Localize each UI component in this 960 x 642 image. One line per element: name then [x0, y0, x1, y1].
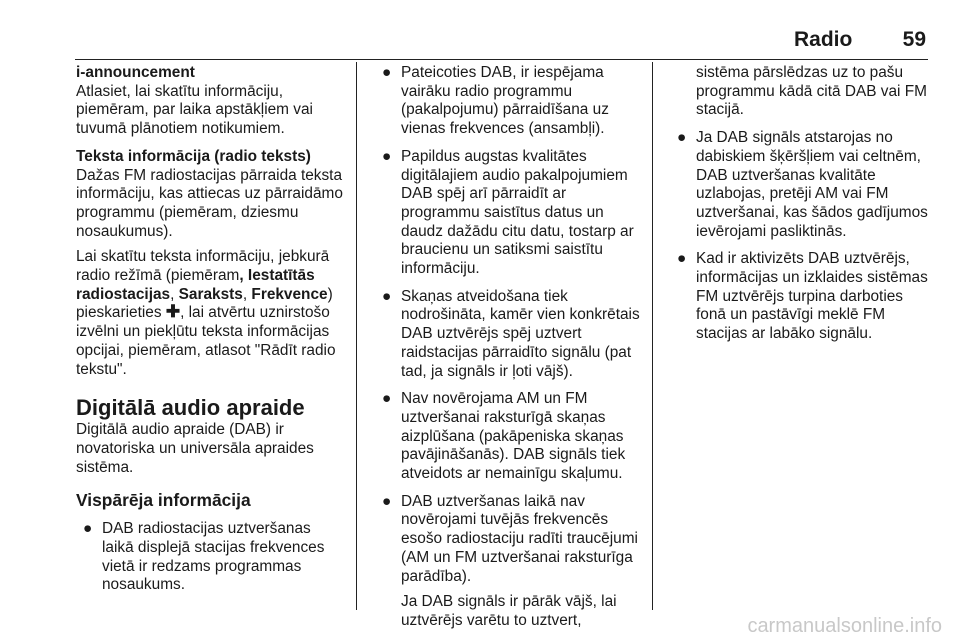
text-run: Lai skatītu teksta informāciju, jebkurā radio režīmā (piemēram — [76, 248, 330, 285]
list-item — [76, 520, 346, 595]
bullet-icon: ● — [382, 390, 392, 408]
bullet-icon: ● — [382, 287, 392, 305]
menu-ref-frequency: Frekvence — [251, 285, 328, 303]
text-run: , — [170, 285, 179, 303]
heading-general-info: Vispārēja informācija — [76, 490, 251, 511]
list-item-text: sistēma pārslēdzas uz to pašu programmu kādā citā DAB vai FM stacijā. — [696, 64, 927, 119]
paragraph-i-announcement: Atlasiet, lai skatītu informāciju, piemēram, par laika apstākļiem vai tuvumā plānotiem notikumiem. — [76, 82, 313, 138]
menu-ref-presets: , Iestatītās radiostacijas — [76, 267, 315, 303]
bullet-icon: ● — [677, 250, 687, 268]
list-item-text: DAB radiostacijas uztveršanas laikā displejā stacijas frekvences vietā ir redzams programmas nosaukums. — [102, 520, 325, 594]
list-item-continuation — [670, 64, 932, 120]
subheading-radio-text: Teksta informācija (radio teksts) — [76, 147, 311, 165]
column-divider-2 — [652, 62, 653, 610]
section-title: Radio — [794, 28, 853, 51]
list-item — [670, 250, 932, 344]
paragraph-radio-text: Dažas FM radiostacijas pārraida teksta informāciju, kas attiecas uz pārraidāmo programmu (piemēram, dziesmu nosaukumus). — [76, 166, 343, 240]
list-item — [375, 288, 643, 382]
subheading-i-announcement: i-announcement — [76, 64, 195, 81]
column-divider-1 — [356, 62, 357, 610]
list-item — [375, 148, 643, 279]
list-item-text: Kad ir aktivizēts DAB uztvērējs, informācijas un izklaides sistēmas FM uztvērējs turpina darboties fonā un pastāvīgi meklē FM stacijas ar labāko signālu. — [696, 250, 928, 343]
bullet-icon: ● — [382, 64, 392, 81]
column-3 — [670, 64, 932, 344]
list-item-text: Ja DAB signāls atstarojas no dabiskiem šķēršļiem vai celtnēm, DAB uztveršanas kvalitāte uzlabojas, pretēji AM vai FM uztveršanai, kas šādos gadījumos ievērojami pasliktinās. — [696, 129, 928, 240]
text-run: ) pieskarieties — [76, 285, 333, 322]
page-header — [770, 28, 928, 56]
paragraph-view-text — [76, 248, 346, 379]
list-item — [375, 64, 643, 139]
column-1 — [76, 64, 346, 595]
list-item-text: DAB uztveršanas laikā nav novērojami tuvējās frekvencēs esošo radiostaciju radīti traucējumi (AM un FM uztveršanai raksturīga parādība). — [401, 492, 638, 585]
watermark: carmanualsonline.info — [747, 615, 942, 637]
heading-dab: Digitālā audio apraide — [76, 395, 305, 421]
list-item-text: Nav novērojama AM un FM uztveršanai raksturīgā skaņas aizplūšana (pakāpeniska skaņas pavājināšanās). DAB signāls tiek atveidots ar nemainīgu skaļumu. — [401, 390, 626, 483]
text-run: , — [242, 285, 252, 303]
list-item — [670, 129, 932, 241]
list-item — [375, 493, 643, 587]
text-run: , lai atvērtu uznirstošo izvēlni un piekļūtu teksta informācijas opcijai, piemēram, atlasot "Rādīt radio tekstu". — [76, 304, 336, 378]
paragraph-dab-intro: Digitālā audio apraide (DAB) ir novatoriska un universāla apraides sistēma. — [76, 421, 314, 476]
page-number: 59 — [902, 28, 926, 51]
list-item-text: Skaņas atveidošana tiek nodrošināta, kamēr vien konkrētais DAB uztvērējs spēj uztvert raidstacijas pārraidīto signālu (pat tad, ja signāls ir ļoti vājš). — [401, 287, 640, 380]
column-2 — [375, 64, 643, 631]
list-item-continuation — [375, 593, 643, 630]
bullet-icon: ● — [382, 147, 392, 165]
bullet-icon: ● — [677, 129, 687, 147]
bullet-icon: ● — [382, 492, 392, 510]
bullet-icon: ● — [83, 520, 93, 538]
plus-icon: ✚ — [165, 302, 181, 322]
list-item-text: Papildus augstas kvalitātes digitālajiem audio pakalpojumiem DAB spēj arī pārraidīt ar programmu saistītus datus un daudz dažādu citu datu, tostarp ar braucienu un satiksmi saistītu informāciju. — [401, 147, 634, 278]
list-item — [375, 390, 643, 484]
list-item-text: Ja DAB signāls ir pārāk vājš, lai uztvērējs varētu to uztvert, — [401, 593, 617, 629]
list-item-text: Pateicoties DAB, ir iespējama vairāku radio programmu (pakalpojumu) pārraidīšana uz vienas frekvences (ansambļi). — [401, 64, 609, 138]
menu-ref-list: Saraksts — [178, 285, 243, 303]
header-rule — [75, 59, 928, 60]
